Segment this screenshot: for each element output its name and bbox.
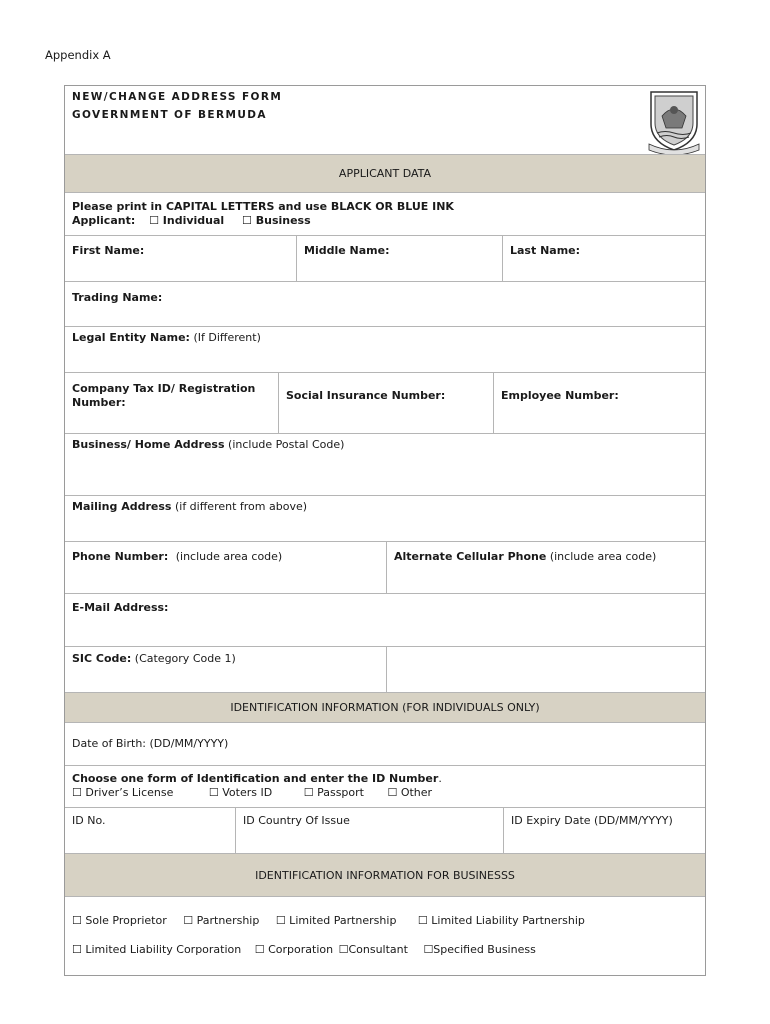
section-applicant-data: APPLICANT DATA bbox=[65, 155, 705, 193]
dob-row bbox=[65, 723, 705, 766]
phone-field[interactable] bbox=[65, 542, 386, 593]
alt-phone-note: (include area code) bbox=[549, 550, 657, 563]
business-checkbox[interactable]: ☐ Business bbox=[242, 214, 311, 227]
address-form bbox=[64, 85, 706, 976]
sole-proprietor-checkbox[interactable]: ☐ Sole Proprietor bbox=[72, 914, 167, 927]
applicant-type-options bbox=[72, 214, 698, 228]
last-name-field[interactable]: Last Name: bbox=[502, 236, 705, 281]
date-of-birth-field[interactable]: Date of Birth: (DD/MM/YYYY) bbox=[72, 737, 229, 750]
legal-entity-label: Legal Entity Name: bbox=[72, 331, 190, 344]
choose-id-instruction: Choose one form of Identification and enter the ID Number bbox=[72, 772, 439, 785]
applicant-label: Applicant: bbox=[72, 214, 136, 227]
sic-value-field[interactable] bbox=[386, 647, 705, 692]
instructions-text: Please print in CAPITAL LETTERS and use BLACK OR BLUE INK bbox=[72, 200, 454, 213]
business-address-row bbox=[65, 434, 705, 496]
tax-row bbox=[65, 373, 705, 434]
trading-name-row bbox=[65, 282, 705, 327]
name-row bbox=[65, 236, 705, 282]
form-subtitle: GOVERNMENT OF BERMUDA bbox=[72, 109, 267, 121]
trading-name-field[interactable]: Trading Name: bbox=[72, 291, 163, 304]
phone-note: (include area code) bbox=[175, 550, 283, 563]
instructions-row bbox=[65, 193, 705, 236]
email-field[interactable]: E-Mail Address: bbox=[72, 601, 169, 614]
drivers-license-checkbox[interactable]: ☐ Driver’s License bbox=[72, 786, 174, 799]
limited-partnership-checkbox[interactable]: ☐ Limited Partnership bbox=[275, 914, 397, 927]
employee-number-field[interactable]: Employee Number: bbox=[493, 373, 705, 433]
sic-note: (Category Code 1) bbox=[134, 652, 236, 665]
mailing-address-note: (if different from above) bbox=[174, 500, 308, 513]
first-name-field[interactable]: First Name: bbox=[72, 244, 145, 257]
phone-label: Phone Number: bbox=[72, 550, 169, 563]
llp-checkbox[interactable]: ☐ Limited Liability Partnership bbox=[417, 914, 585, 927]
email-row bbox=[65, 594, 705, 647]
alt-phone-label: Alternate Cellular Phone bbox=[394, 550, 547, 563]
sic-row bbox=[65, 647, 705, 693]
alt-phone-field[interactable] bbox=[386, 542, 705, 593]
id-country-field[interactable]: ID Country Of Issue bbox=[235, 808, 503, 853]
business-address-field[interactable] bbox=[65, 434, 705, 495]
business-address-note: (include Postal Code) bbox=[228, 438, 345, 451]
id-type-options bbox=[72, 786, 698, 800]
appendix-label: Appendix A bbox=[45, 48, 111, 62]
id-expiry-field[interactable]: ID Expiry Date (DD/MM/YYYY) bbox=[503, 808, 705, 853]
voters-id-checkbox[interactable]: ☐ Voters ID bbox=[208, 786, 273, 799]
sic-label: SIC Code: bbox=[72, 652, 132, 665]
legal-entity-field[interactable] bbox=[65, 327, 705, 372]
business-types-line-2 bbox=[72, 943, 698, 956]
id-details-row bbox=[65, 808, 705, 854]
business-types-line-1 bbox=[72, 914, 698, 927]
llc-checkbox[interactable]: ☐ Limited Liability Corporation bbox=[72, 943, 242, 956]
business-types-row bbox=[65, 897, 705, 975]
middle-name-field[interactable]: Middle Name: bbox=[296, 236, 502, 281]
social-insurance-field[interactable]: Social Insurance Number: bbox=[278, 373, 493, 433]
choose-id-period: . bbox=[438, 772, 442, 785]
legal-entity-note: (If Different) bbox=[193, 331, 261, 344]
mailing-address-row bbox=[65, 496, 705, 542]
form-header bbox=[65, 86, 705, 155]
sic-code-field[interactable] bbox=[65, 647, 386, 692]
company-tax-id-field[interactable]: Company Tax ID/ Registration Number: bbox=[72, 382, 256, 409]
mailing-address-field[interactable] bbox=[65, 496, 705, 541]
mailing-address-label: Mailing Address bbox=[72, 500, 172, 513]
specified-business-checkbox[interactable]: ☐Specified Business bbox=[423, 943, 536, 956]
consultant-checkbox[interactable]: ☐Consultant bbox=[338, 943, 408, 956]
other-checkbox[interactable]: ☐ Other bbox=[387, 786, 433, 799]
business-address-label: Business/ Home Address bbox=[72, 438, 225, 451]
passport-checkbox[interactable]: ☐ Passport bbox=[303, 786, 364, 799]
individual-checkbox[interactable]: ☐ Individual bbox=[149, 214, 225, 227]
phone-row bbox=[65, 542, 705, 594]
section-id-individuals: IDENTIFICATION INFORMATION (FOR INDIVIDUALS ONLY) bbox=[65, 693, 705, 723]
legal-entity-row bbox=[65, 327, 705, 373]
id-number-field[interactable]: ID No. bbox=[72, 814, 106, 827]
corporation-checkbox[interactable]: ☐ Corporation bbox=[254, 943, 334, 956]
section-id-business: IDENTIFICATION INFORMATION FOR BUSINESSS bbox=[65, 854, 705, 897]
partnership-checkbox[interactable]: ☐ Partnership bbox=[183, 914, 260, 927]
form-title: NEW/CHANGE ADDRESS FORM bbox=[72, 91, 283, 103]
bermuda-coat-of-arms-icon bbox=[647, 86, 701, 154]
choose-id-row bbox=[65, 766, 705, 808]
